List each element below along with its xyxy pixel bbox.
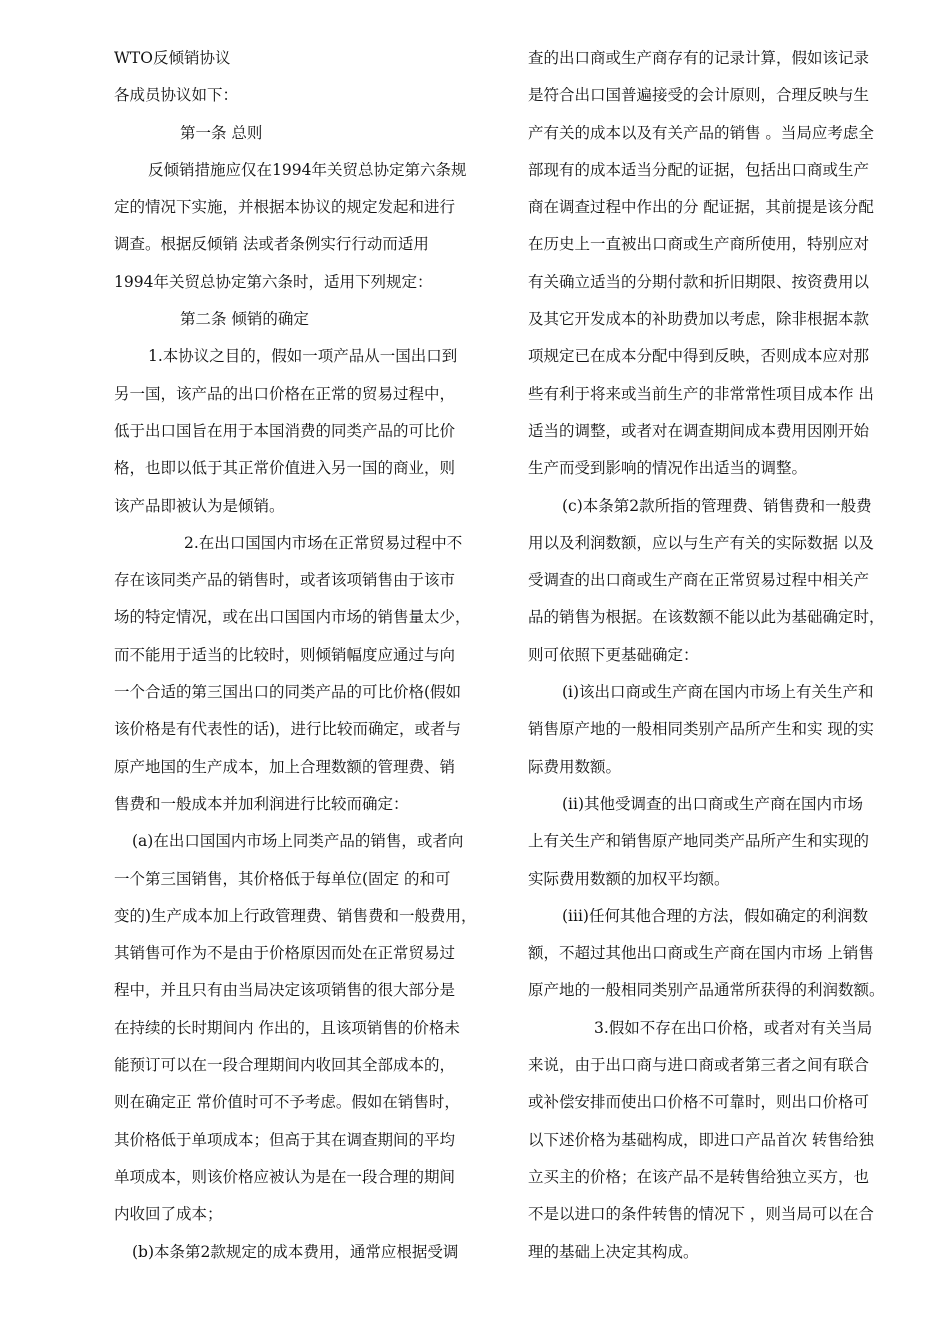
text-line: 实际费用数额的加权平均额。 — [528, 869, 730, 888]
text-line: 能预订可以在一段合理期间内收回其全部成本的， — [114, 1056, 456, 1075]
text-line: 变的)生产成本加上行政管理费、销售费和一般费用， — [114, 906, 477, 925]
text-line: 立买主的价格；在该产品不是转售给独立买方，也 — [528, 1167, 870, 1186]
text-line: 上有关生产和销售原产地同类产品所产生和实现的 — [528, 832, 870, 851]
text-line: (c)本条第2款所指的管理费、销售费和一般费 — [562, 496, 872, 515]
left-text-column — [114, 40, 494, 1271]
text-line: 其销售可作为不是由于价格原因而处在正常贸易过 — [114, 944, 456, 963]
text-line: 存在该同类产品的销售时，或者该项销售由于该市 — [114, 571, 456, 590]
text-line: 些有利于将来或当前生产的非常常性项目成本作 出 — [528, 384, 874, 403]
text-line: WTO反倾销协议 — [114, 49, 231, 67]
text-line: 或补偿安排而使出口价格不可靠时，则出口价格可 — [528, 1093, 870, 1112]
text-line: 一个合适的第三国出口的同类产品的可比价格(假如 — [114, 683, 462, 702]
text-line: 有关确立适当的分期付款和折旧期限、按资费用以 — [528, 272, 870, 291]
text-line: (a)在出口国国内市场上同类产品的销售，或者向 — [132, 832, 464, 851]
text-line: 商在调查过程中作出的分 配证据，其前提是该分配 — [528, 198, 874, 217]
text-line: 查的出口商或生产商存有的记录计算，假如该记录 — [528, 49, 870, 67]
text-line: 内收回了成本； — [114, 1205, 223, 1224]
text-line: 场的特定情况，或在出口国国内市场的销售量太少， — [114, 608, 471, 627]
text-line: 各成员协议如下： — [114, 86, 239, 105]
text-line: 来说，由于出口商与进口商或者第三者之间有联合 — [528, 1056, 870, 1075]
text-line: 第一条 总则 — [180, 123, 263, 142]
text-line: 生产而受到影响的情况作出适当的调整。 — [528, 459, 808, 478]
text-line: 际费用数额。 — [528, 757, 622, 776]
text-line: 以下述价格为基础构成，即进口产品首次 转售给独 — [528, 1130, 874, 1149]
text-line: 及其它开发成本的补助费加以考虑，除非根据本款 — [528, 310, 870, 329]
text-line: 第二条 倾销的确定 — [180, 310, 309, 329]
text-line: 销售原产地的一般相同类别产品所产生和实 现的实 — [528, 720, 874, 739]
text-line: 额，不超过其他出口商或生产商在国内市场 上销售 — [528, 944, 874, 963]
text-line: 受调查的出口商或生产商在正常贸易过程中相关产 — [528, 571, 870, 590]
text-line: 定的情况下实施，并根据本协议的规定发起和进行 — [114, 198, 456, 217]
text-line: (b)本条第2款规定的成本费用，通常应根据受调 — [132, 1242, 459, 1261]
text-line: 用以及利润数额，应以与生产有关的实际数据 以及 — [528, 533, 874, 552]
text-line: 调查。根据反倾销 法或者条例实行行动而适用 — [114, 235, 429, 254]
text-line: 一个第三国销售，其价格低于每单位(固定 的和可 — [114, 869, 451, 888]
text-line: 单项成本，则该价格应被认为是在一段合理的期间 — [114, 1167, 456, 1186]
text-line: 1.本协议之目的，假如一项产品从一国出口到 — [148, 347, 458, 366]
text-line: 在持续的长时期间内 作出的，且该项销售的价格未 — [114, 1018, 460, 1037]
text-line: 原产地国的生产成本，加上合理数额的管理费、销 — [114, 757, 456, 776]
text-line: (ii)其他受调查的出口商或生产商在国内市场 — [562, 794, 864, 813]
text-line: 不是以进口的条件转售的情况下 ，则当局可以在合 — [528, 1205, 874, 1224]
text-line: 品的销售为根据。在该数额不能以此为基础确定时， — [528, 608, 885, 627]
text-line: 原产地的一般相同类别产品通常所获得的利润数额。 — [528, 981, 885, 1000]
text-line: 在历史上一直被出口商或生产商所使用，特别应对 — [528, 235, 870, 254]
text-line: 该产品即被认为是倾销。 — [114, 496, 285, 515]
text-line: 则在确定正 常价值时可不予考虑。假如在销售时， — [114, 1093, 460, 1112]
text-line: 该价格是有代表性的话)，进行比较而确定，或者与 — [114, 720, 462, 739]
text-line: 售费和一般成本并加利润进行比较而确定： — [114, 794, 409, 813]
text-line: (i)该出口商或生产商在国内市场上有关生产和 — [562, 683, 874, 702]
text-line: 适当的调整，或者对在调查期间成本费用因刚开始 — [528, 421, 870, 440]
text-line: 项规定已在成本分配中得到反映，否则成本应对那 — [528, 347, 870, 366]
text-line: 1994年关贸总协定第六条时，适用下列规定： — [114, 272, 433, 291]
text-line: 则可依照下更基础确定： — [528, 645, 699, 664]
text-line: 部现有的成本适当分配的证据，包括出口商或生产 — [528, 160, 870, 179]
text-line: 反倾销措施应仅在1994年关贸总协定第六条规 — [148, 160, 467, 179]
text-line: 3.假如不存在出口价格，或者对有关当局 — [594, 1018, 873, 1037]
text-line: 是符合出口国普遍接受的会计原则，合理反映与生 — [528, 86, 870, 105]
text-line: 其价格低于单项成本；但高于其在调查期间的平均 — [114, 1130, 456, 1149]
text-line: (iii)任何其他合理的方法，假如确定的利润数 — [562, 906, 868, 925]
text-line: 另一国，该产品的出口价格在正常的贸易过程中， — [114, 384, 456, 403]
right-text-column — [528, 40, 914, 1271]
text-line: 2.在出口国国内市场在正常贸易过程中不 — [184, 533, 463, 552]
text-line: 而不能用于适当的比较时，则倾销幅度应通过与向 — [114, 645, 456, 664]
text-line: 产有关的成本以及有关产品的销售 。当局应考虑全 — [528, 123, 874, 142]
text-line: 低于出口国旨在用于本国消费的同类产品的可比价 — [114, 421, 456, 440]
text-line: 程中，并且只有由当局决定该项销售的很大部分是 — [114, 981, 456, 1000]
text-line: 理的基础上决定其构成。 — [528, 1242, 699, 1261]
text-line: 格，也即以低于其正常价值进入另一国的商业，则 — [114, 459, 456, 478]
